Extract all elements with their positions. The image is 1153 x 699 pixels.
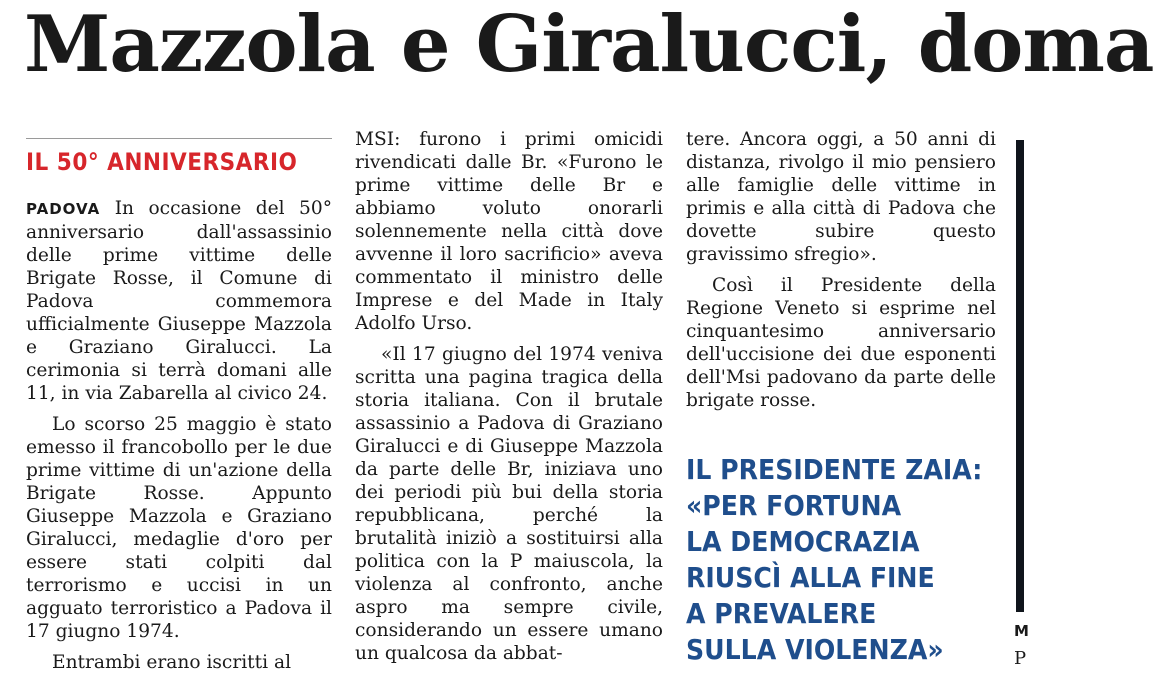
- article-column-1: [26, 138, 332, 682]
- photo-caption-line-2: P: [1014, 648, 1027, 669]
- photo-caption-line-1: M: [1014, 622, 1029, 640]
- pull-quote-line: A PREVALERE: [686, 597, 877, 630]
- kicker-label: IL 50° ANNIVERSARIO: [26, 148, 298, 176]
- dateline: PADOVA: [26, 200, 101, 218]
- paragraph-5: «Il 17 giugno del 1974 veniva scritta una pagina tragica della storia italiana. Con il brutale assassinio a Padova di Graziano Giralucci e di Giuseppe Mazzola da parte delle Br, iniziava uno dei periodi più bui della storia repubblicana, perché la brutalità iniziò a sostituirsi alla politica con la P maiuscola, la violenza al confronto, anche aspro ma sempre civile, considerando un essere umano un qualcosa da abbat-: [355, 344, 663, 664]
- paragraph-7: Così il Presidente della Regione Veneto si esprime nel cinquantesimo anniversario dell'uccisione dei due esponenti dell'Msi padovano da parte delle brigate rosse.: [686, 275, 996, 411]
- paragraph-4: MSI: furono i primi omicidi rivendicati dalle Br. «Furono le prime vittime delle Br e abbiamo voluto onorarli solennemente nella città dove avvenne il loro sacrificio» aveva commentato il ministro delle Imprese e del Made in Italy Adolfo Urso.: [355, 129, 663, 334]
- pull-quote-line: RIUSCÌ ALLA FINE: [686, 561, 935, 594]
- pull-quote-line: LA DEMOCRAZIA: [686, 525, 920, 558]
- pull-quote-line: IL PRESIDENTE ZAIA:: [686, 453, 983, 486]
- paragraph-1: [26, 197, 332, 405]
- pull-quote-line: «PER FORTUNA: [686, 489, 902, 522]
- article-column-2: [355, 128, 663, 673]
- photo-edge: [1016, 140, 1024, 612]
- paragraph-1-text: In occasione del 50° anniversario dall'assassinio delle prime vittime delle Brigate Rosse, il Comune di Padova commemora ufficialmente Giuseppe Mazzola e Graziano Giralucci. La cerimonia si terrà domani alle 11, in via Zabarella al civico 24.: [26, 198, 332, 404]
- paragraph-2: Lo scorso 25 maggio è stato emesso il francobollo per le due prime vittime di un'azione della Brigate Rosse. Appunto Giuseppe Mazzola e Graziano Giralucci, medaglie d'oro per essere stati colpiti dal terrorismo e uccisi in un agguato terroristico a Padova il 17 giugno 1974.: [26, 414, 332, 642]
- article-column-3: [686, 128, 996, 668]
- headline: Mazzola e Giralucci, doma: [24, 0, 1153, 90]
- paragraph-3: Entrambi erano iscritti al: [52, 652, 292, 673]
- pull-quote-line: SULLA VIOLENZA»: [686, 633, 944, 666]
- pull-quote: [686, 452, 996, 668]
- paragraph-6: tere. Ancora oggi, a 50 anni di distanza, rivolgo il mio pensiero alle famiglie delle vittime in primis e alla città di Padova che dovette subire questo gravissimo sfregio».: [686, 129, 996, 265]
- kicker-rule: [26, 138, 332, 139]
